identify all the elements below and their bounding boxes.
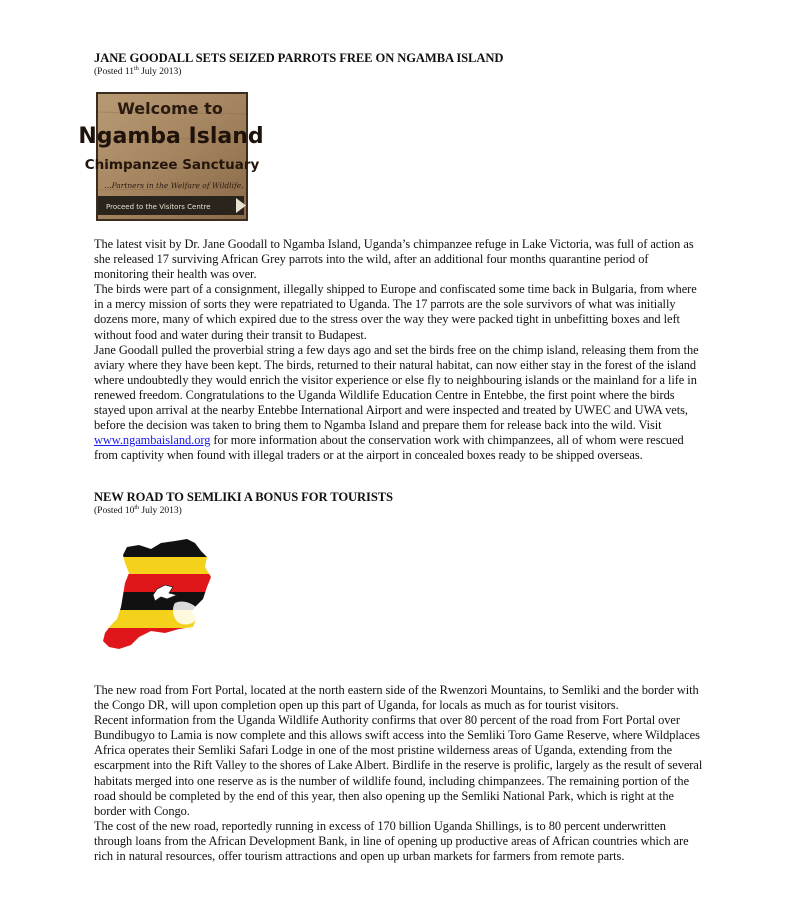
article-title: JANE GOODALL SETS SEIZED PARROTS FREE ON NGAMBA ISLAND bbox=[94, 51, 504, 65]
ngamba-island-link[interactable]: www.ngambaisland.org bbox=[94, 433, 211, 448]
article-body bbox=[94, 683, 706, 864]
paragraph: The new road from Fort Portal, located at the north eastern side of the Rwenzori Mountains, to Semliki and the border with the Congo DR, will upon completion open up this part of Uganda, for locals as much as for tourist visitors. bbox=[94, 683, 699, 713]
uganda-flag-map-image bbox=[99, 537, 225, 657]
article-body bbox=[94, 237, 706, 463]
svg-text:Proceed to the Visitors Centre: Proceed to the Visitors Centre bbox=[106, 203, 211, 211]
svg-text:...Partners in the Welfare of: ...Partners in the Welfare of Wildlife. bbox=[104, 181, 244, 190]
article-parrots bbox=[78, 51, 706, 463]
svg-text:Ngamba Island: Ngamba Island bbox=[78, 124, 264, 149]
paragraph: Recent information from the Uganda Wildlife Authority confirms that over 80 percent of the road from Fort Portal over Bundibugyo to Lamia is now complete and this allows swift access into the Semliki Toro Game Reserve, where Wildplaces Africa operates their Semliki Safari Lodge in one of the most pristine wilderness areas of Uganda, extending from the escarpment into the Rift Valley to the shores of Lake Albert. Birdlife in the reserve is prolific, largely as the result of several habitats merged into one reserve as is the number of wildlife found, including chimpanzees. The remaining portion of the road should be completed by the end of this year, then also opening up the Semliki National Park, which is right at the border with Congo. bbox=[94, 713, 703, 818]
paragraph: The cost of the new road, reportedly running in excess of 170 billion Uganda Shillings, is to 80 percent underwritten through loans from the African Development Bank, in line of opening up productive areas of African countries which are rich in natural resources, offer tourism attractions and open up urban markets for farmers from remote parts. bbox=[94, 818, 689, 864]
article-semliki-road bbox=[94, 490, 706, 864]
paragraph: The latest visit by Dr. Jane Goodall to Ngamba Island, Uganda’s chimpanzee refuge in Lake Victoria, was full of action as she released 17 surviving African Grey parrots into the wild, after an additional four months quarantine period of monitoring their health was over. bbox=[94, 237, 694, 282]
posted-date: (Posted 11th July 2013) bbox=[94, 65, 182, 77]
article-title: NEW ROAD TO SEMLIKI A BONUS FOR TOURISTS bbox=[94, 490, 393, 504]
svg-text:Chimpanzee Sanctuary: Chimpanzee Sanctuary bbox=[84, 157, 260, 173]
posted-date: (Posted 10th July 2013) bbox=[94, 504, 182, 516]
svg-text:Welcome to: Welcome to bbox=[117, 99, 223, 118]
paragraph: Jane Goodall pulled the proverbial string a few days ago and set the birds free on the chimp island, releasing them from the aviary where they have been kept. The birds, returned to their natural habitat, can now either stay in the forest of the island where undoubtedly they would enrich the visitor experience or else fly to neighbouring islands or the mainland for a life in renewed freedom. Congratulations to the Uganda Wildlife Education Centre in Entebbe, the first point where the birds stayed upon arrival at the nearby Entebbe International Airport and were inspected and treated by UWEC and UWA vets, before the decision was taken to bring them to Ngamba Island and prepare them for release back into the wild. Visit www.ngambaisland.org for more information about the conservation work with chimpanzees, all of whom were rescued from captivity when found with illegal traders or at the airport in concealed boxes ready to be shipped overseas. bbox=[94, 342, 699, 463]
paragraph: The birds were part of a consignment, illegally shipped to Europe and confiscated some time back in Bulgaria, from where in a mercy mission of sorts they were repatriated to Uganda. The 17 parrots are the sole survivors of what was initially dozens more, many of which expired due to the stress over the way they were packed tight in unbefitting boxes and left without food and water during their transit to Budapest. bbox=[94, 282, 697, 342]
ngamba-island-sign-photo bbox=[78, 92, 264, 221]
